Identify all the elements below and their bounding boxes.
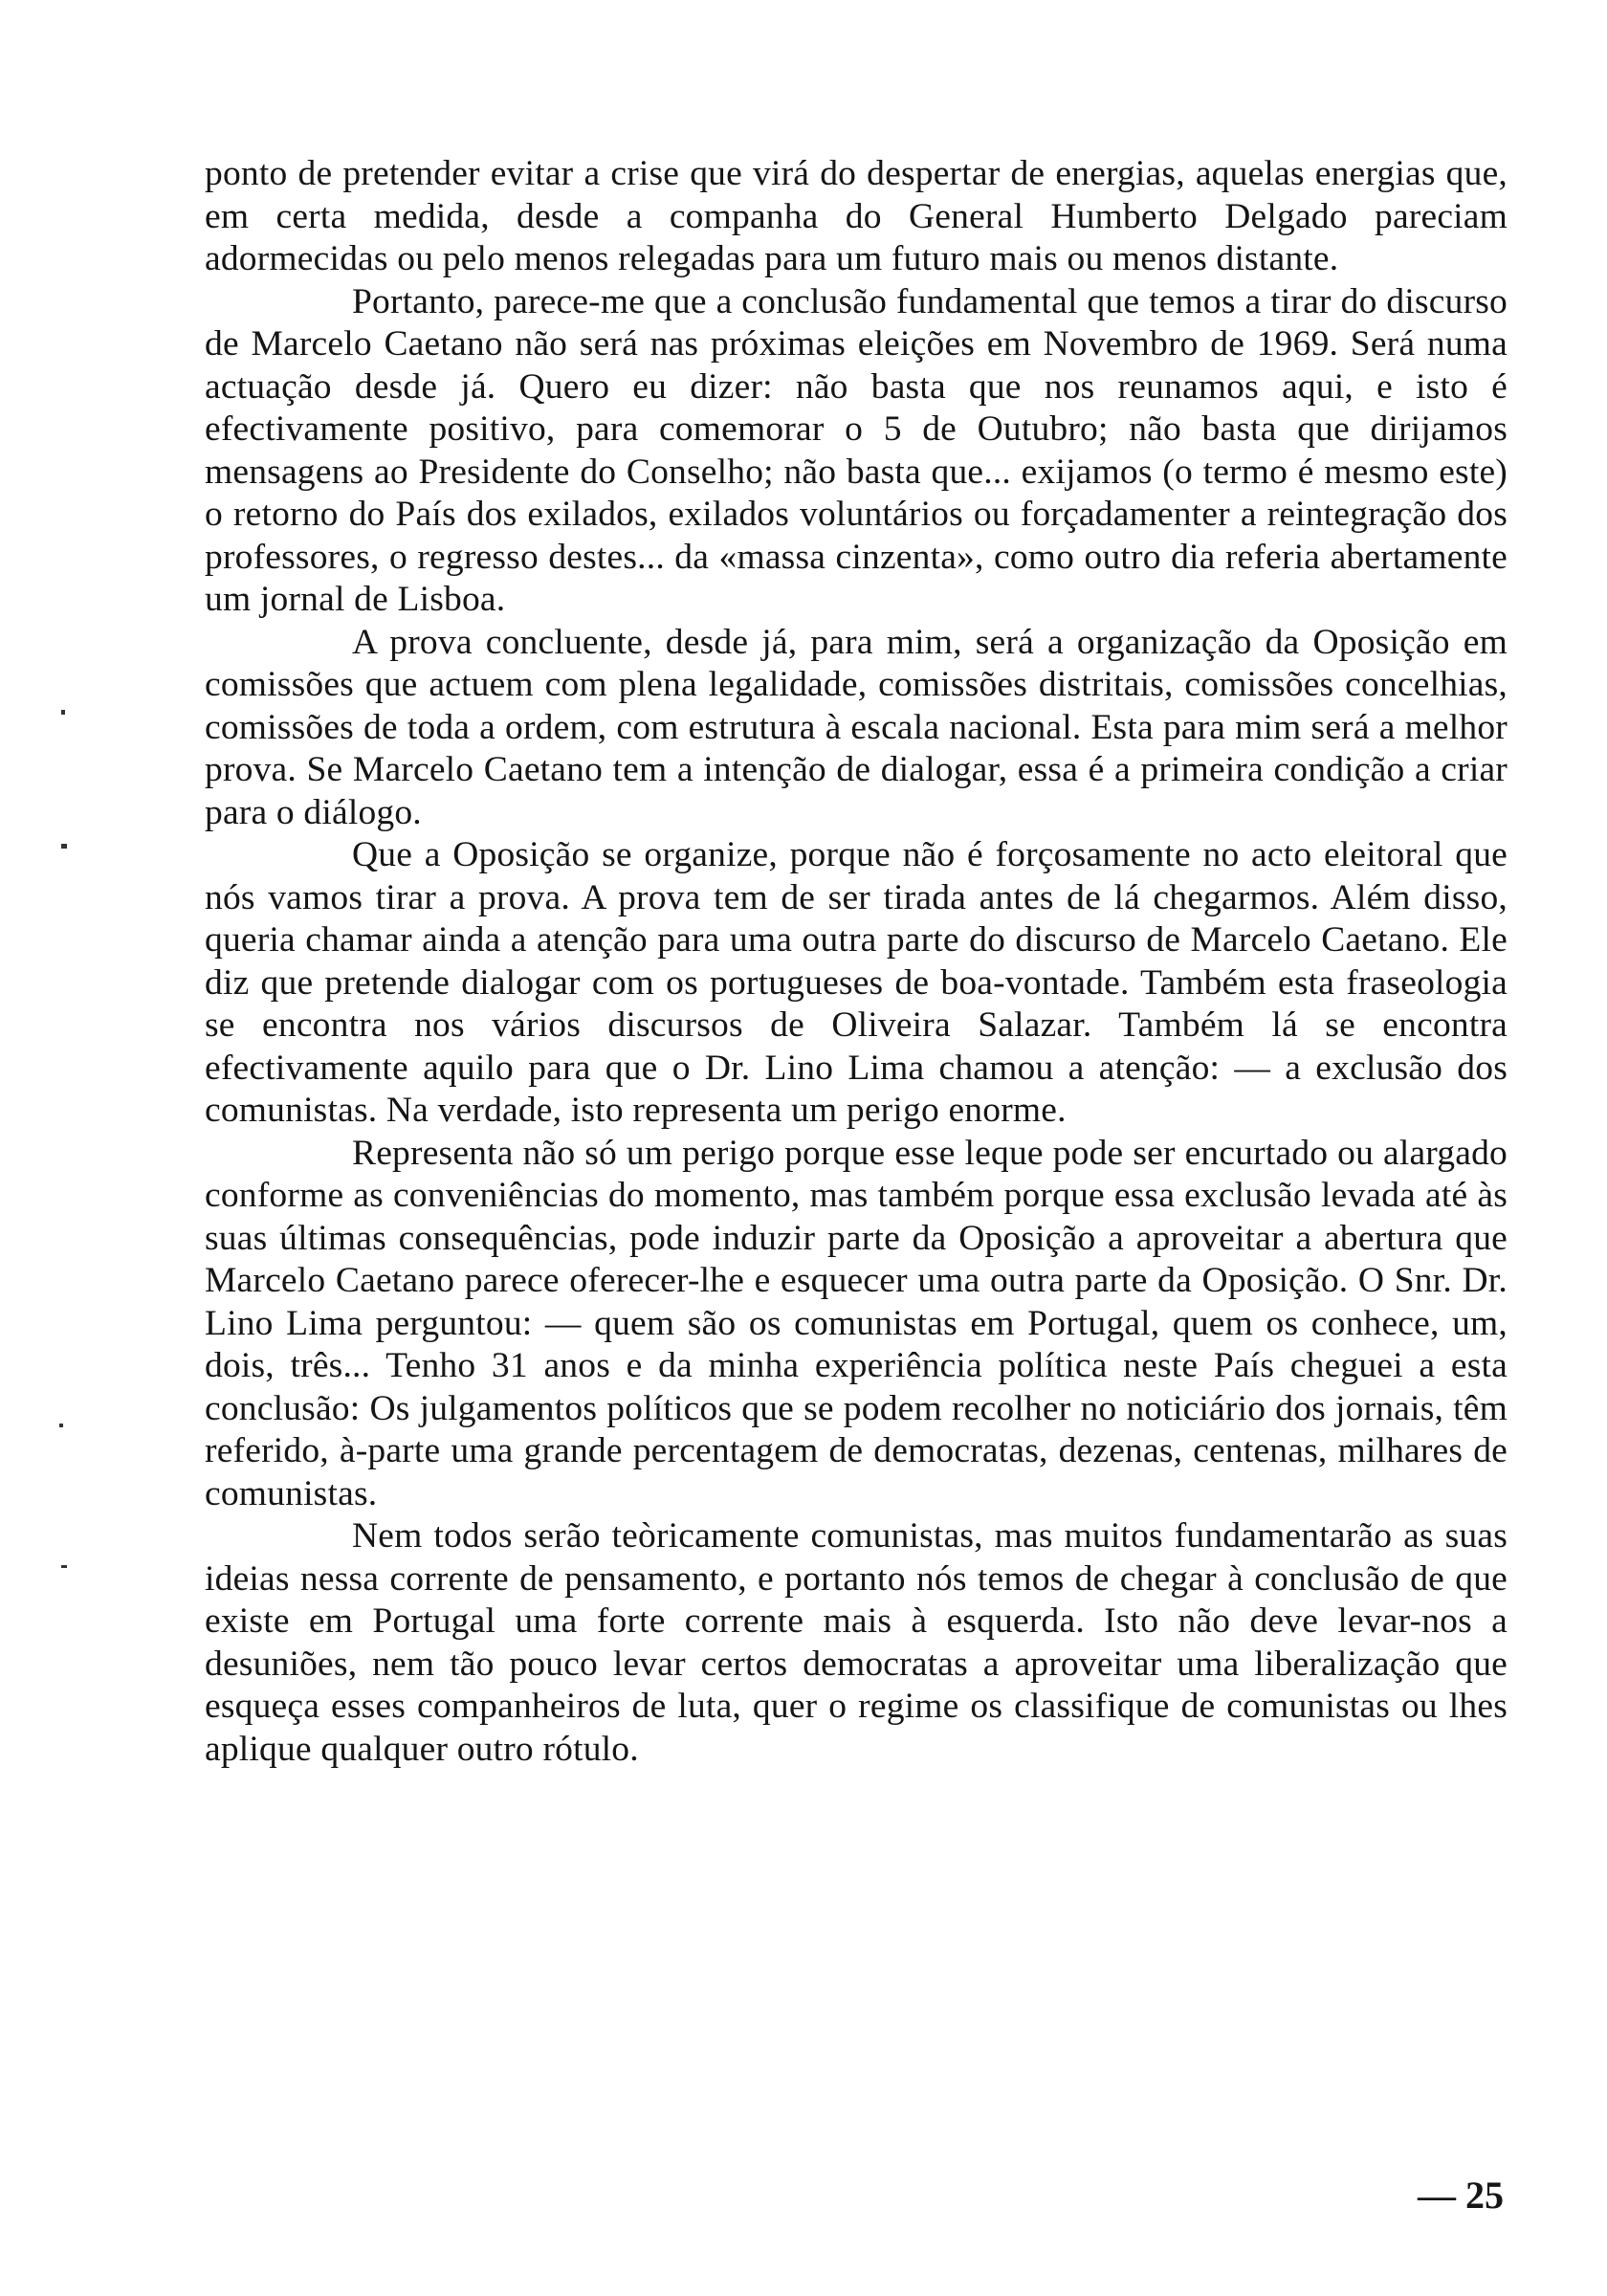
paragraph-2: Portanto, parece-me que a conclusão fundamental que temos a tirar do discurso de Marcelo Caetano não será nas próximas eleições em Novembro de 1969. Será numa actuação desde já. Quero eu dizer: não basta que nos reunamos aqui, e isto é efectivamente positivo, para comemorar o 5 de Outubro; não basta que dirijamos mensagens ao Presidente do Conselho; não basta que... exijamos (o termo é mesmo este) o retorno do País dos exilados, exilados voluntários ou forçadamenter a reintegração dos professores, o regresso destes... da «massa cinzenta», como outro dia referia abertamente um jornal de Lisboa. [205, 281, 1508, 619]
page-number: — 25 [1418, 2174, 1504, 2217]
scan-speck [61, 844, 67, 849]
scan-speck [59, 1424, 63, 1427]
scan-speck [61, 1565, 67, 1568]
scan-speck [61, 710, 65, 715]
paragraph-1: ponto de pretender evitar a crise que virá do despertar de energias, aquelas energias que, em certa medida, desde a companha do General Humberto Delgado pareciam adormecidas ou pelo menos relegadas para um futuro mais ou menos distante. [205, 154, 1508, 278]
paragraph-6: Nem todos serão teòricamente comunistas, mas muitos fundamentarão as suas ideias nessa corrente de pensamento, e portanto nós temos de chegar à conclusão de que existe em Portugal uma forte corrente mais à esquerda. Isto não deve levar-nos a desuniões, nem tão pouco levar certos democratas a aproveitar uma liberalização que esqueça esses companheiros de luta, quer o regime os classifique de comunistas ou lhes aplique qualquer outro rótulo. [205, 1516, 1508, 1769]
paragraph-4: Que a Oposição se organize, porque não é forçosamente no acto eleitoral que nós vamos tirar a prova. A prova tem de ser tirada antes de lá chegarmos. Além disso, queria chamar ainda a atenção para uma outra parte do discurso de Marcelo Caetano. Ele diz que pretende dialogar com os portugueses de boa-vontade. Também esta fraseologia se encontra nos vários discursos de Oliveira Salazar. Também lá se encontra efectivamente aquilo para que o Dr. Lino Lima chamou a atenção: — a exclusão dos comunistas. Na verdade, isto representa um perigo enorme. [205, 835, 1508, 1130]
paragraph-3: A prova concluente, desde já, para mim, será a organização da Oposição em comissões que actuem com plena legalidade, comissões distritais, comissões concelhias, comissões de toda a ordem, com estrutura à escala nacional. Esta para mim será a melhor prova. Se Marcelo Caetano tem a intenção de dialogar, essa é a primeira condição a criar para o diálogo. [205, 622, 1508, 832]
paragraph-5: Representa não só um perigo porque esse leque pode ser encurtado ou alargado conforme as conveniências do momento, mas também porque essa exclusão levada até às suas últimas consequências, pode induzir parte da Oposição a aproveitar a abertura que Marcelo Caetano parece oferecer-lhe e esquecer uma outra parte da Oposição. O Snr. Dr. Lino Lima perguntou: — quem são os comunistas em Portugal, quem os conhece, um, dois, três... Tenho 31 anos e da minha experiência política neste País cheguei a esta conclusão: Os julgamentos políticos que se podem recolher no noticiário dos jornais, têm referido, à-parte uma grande percentagem de democratas, dezenas, centenas, milhares de comunistas. [205, 1133, 1508, 1513]
page-body [205, 153, 1508, 1771]
